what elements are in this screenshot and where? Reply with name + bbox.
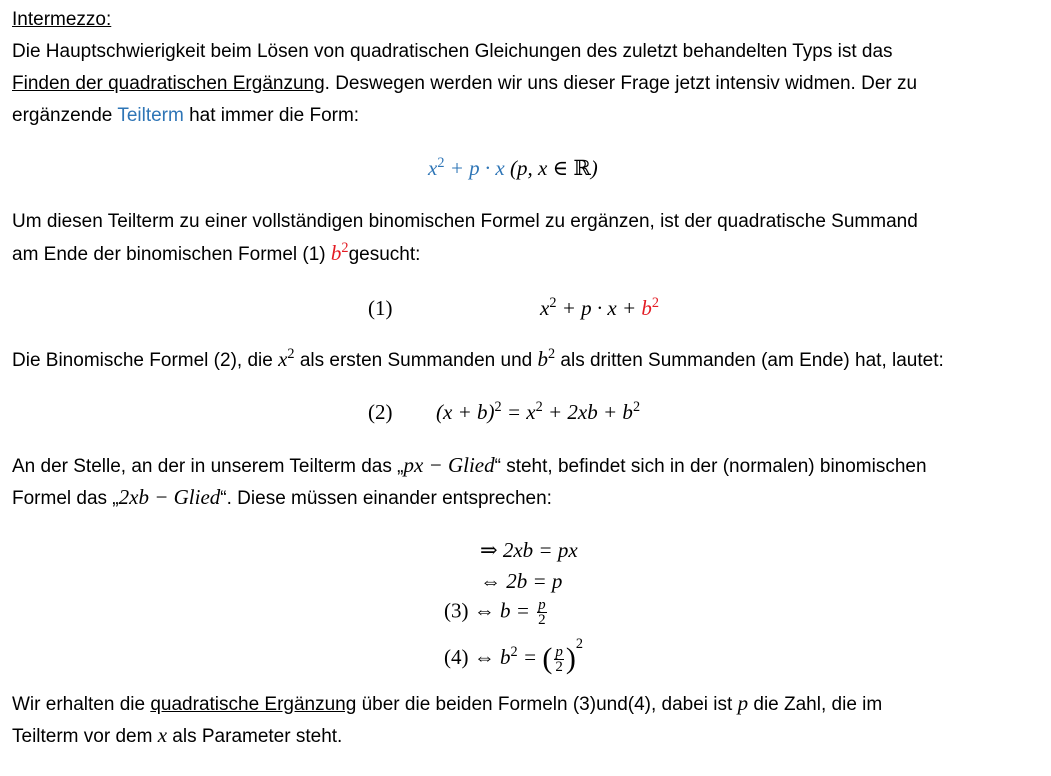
link-quadratische-ergaenzung: quadratische Ergänzung	[150, 694, 357, 715]
deriv-line3: (3) ⇔ b = $\frac{p}{2}$	[444, 597, 546, 628]
deriv-line4: (4) ⇔ $b^2$ = ( $\frac{p}{2}$ )$^2$	[444, 636, 583, 675]
deriv-line2: ⇔ 2b = p	[480, 569, 563, 593]
para5-line1: Wir erhalten die quadratische Ergänzung über die beiden Formeln (3)und(4), dabei ist p die Zahl, die im	[12, 691, 883, 715]
para3: Die Binomische Formel (2), die $x^2$ als ersten Summanden und $b^2$ als dritten Summanden (am Ende) hat, lautet:	[12, 346, 944, 371]
eq2: $(x + b)^2 = x^2 + 2xb + b^2$	[436, 399, 641, 424]
teilterm-word: Teilterm	[117, 105, 184, 126]
heading: Intermezzo:	[12, 9, 112, 30]
eq1-label: (1)	[368, 296, 393, 320]
eq2-label: (2)	[368, 400, 393, 424]
para4-line2: Formel das „2xb − Glied“. Diese müssen einander entsprechen:	[12, 485, 552, 509]
eq1: $x^2 + p \cdot x + b^2$	[540, 295, 660, 320]
deriv-line1: ⇒ 2xb = px	[480, 538, 578, 562]
para1-line1: Die Hauptschwierigkeit beim Lösen von quadratischen Gleichungen des zuletzt behandelten Typs ist das	[12, 41, 893, 62]
link-finden-ergaenzung: Finden der quadratischen Ergänzung	[12, 73, 325, 94]
para4-line1: An der Stelle, an der in unserem Teilterm das „px − Glied“ steht, befindet sich in der (normalen) binomischen	[12, 453, 927, 477]
form-formula: $x^2 + p \cdot x$ (p, x ∈ ℝ)	[428, 155, 598, 180]
para1-line3: ergänzende Teilterm hat immer die Form:	[12, 105, 360, 126]
para2-line2: am Ende der binomischen Formel (1) $b^2gesucht$:	[12, 240, 421, 265]
para2-line1: Um diesen Teilterm zu einer vollständigen binomischen Formel zu ergänzen, ist der quadratische Summand	[12, 211, 918, 232]
para1-line2: Finden der quadratischen Ergänzung. Deswegen werden wir uns dieser Frage jetzt intensiv widmen. Der zu	[12, 73, 918, 94]
para5-line2: Teilterm vor dem x als Parameter steht.	[12, 723, 343, 747]
